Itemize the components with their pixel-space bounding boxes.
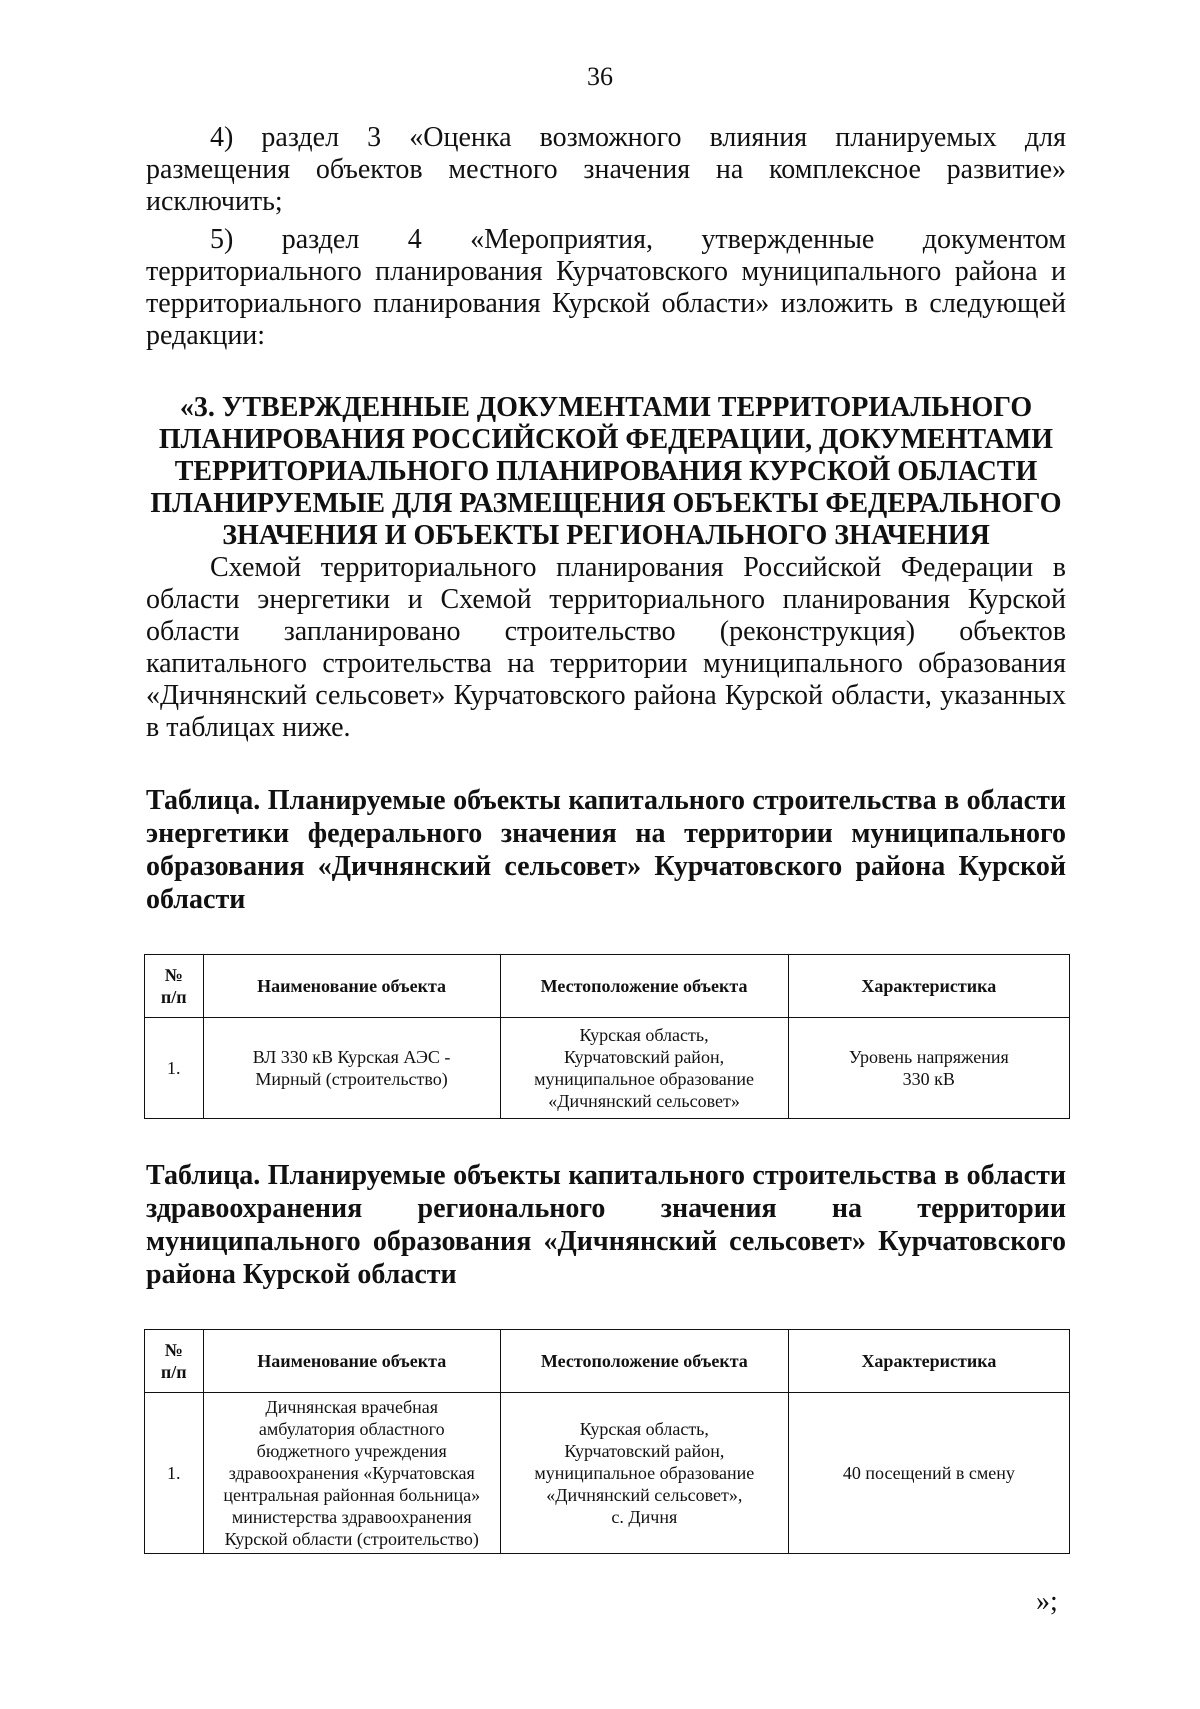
cell-number: 1. [145, 1393, 204, 1554]
closing-quote-mark: »; [1036, 1586, 1058, 1617]
table-energy [144, 954, 1070, 1119]
table-energy-title: Таблица. Планируемые объекты капитального строительства в области энергетики федерального значения на территории муниципального образования «Дичнянский сельсовет» Курчатовского района Курской области [146, 785, 1066, 915]
cell-location: Курская область, Курчатовский район, муниципальное образование «Дичнянский сельсовет» [500, 1018, 788, 1119]
header-number: № п/п [145, 1330, 204, 1393]
header-location: Местоположение объекта [500, 1330, 788, 1393]
cell-location: Курская область, Курчатовский район, муниципальное образование «Дичнянский сельсовет», с. Дичня [500, 1393, 788, 1554]
table-health [144, 1329, 1070, 1554]
header-characteristic: Характеристика [788, 1330, 1069, 1393]
document-body [146, 122, 1066, 1554]
cell-number: 1. [145, 1018, 204, 1119]
table-health-title: Таблица. Планируемые объекты капитального строительства в области здравоохранения регионального значения на территории муниципального образования «Дичнянский сельсовет» Курчатовского района Курской области [146, 1160, 1066, 1290]
cell-characteristic: 40 посещений в смену [788, 1393, 1069, 1554]
page-number: 36 [587, 62, 613, 91]
paragraph-item-5: 5) раздел 4 «Мероприятия, утвержденные документом территориального планирования Курчатовского муниципального района и территориального планирования Курской области» изложить в следующей редакции: [146, 224, 1066, 351]
header-characteristic: Характеристика [788, 955, 1069, 1018]
table-header-row [145, 1330, 1070, 1393]
paragraph-item-4: 4) раздел 3 «Оценка возможного влияния планируемых для размещения объектов местного значения на комплексное развитие» исключить; [146, 122, 1066, 217]
table-row [145, 1018, 1070, 1119]
header-number: № п/п [145, 955, 204, 1018]
header-object-name: Наименование объекта [203, 1330, 500, 1393]
cell-object-name: Дичнянская врачебная амбулатория областного бюджетного учреждения здравоохранения «Курчатовская центральная районная больница» министерства здравоохранения Курской области (строительство) [203, 1393, 500, 1554]
cell-characteristic: Уровень напряжения 330 кВ [788, 1018, 1069, 1119]
cell-object-name: ВЛ 330 кВ Курская АЭС - Мирный (строительство) [203, 1018, 500, 1119]
section-body-paragraph: Схемой территориального планирования Российской Федерации в области энергетики и Схемой территориального планирования Курской области запланировано строительство (реконструкция) объектов капитального строительства на территории муниципального образования «Дичнянский сельсовет» Курчатовского района Курской области, указанных в таблицах ниже. [146, 552, 1066, 743]
table-row [145, 1393, 1070, 1554]
header-object-name: Наименование объекта [203, 955, 500, 1018]
section-heading: «3. УТВЕРЖДЕННЫЕ ДОКУМЕНТАМИ ТЕРРИТОРИАЛЬНОГО ПЛАНИРОВАНИЯ РОССИЙСКОЙ ФЕДЕРАЦИИ, ДОКУМЕНТАМИ ТЕРРИТОРИАЛЬНОГО ПЛАНИРОВАНИЯ КУРСКОЙ ОБЛАСТИ ПЛАНИРУЕМЫЕ ДЛЯ РАЗМЕЩЕНИЯ ОБЪЕКТЫ ФЕДЕРАЛЬНОГО ЗНАЧЕНИЯ И ОБЪЕКТЫ РЕГИОНАЛЬНОГО ЗНАЧЕНИЯ [150, 392, 1062, 551]
header-location: Местоположение объекта [500, 955, 788, 1018]
table-header-row [145, 955, 1070, 1018]
